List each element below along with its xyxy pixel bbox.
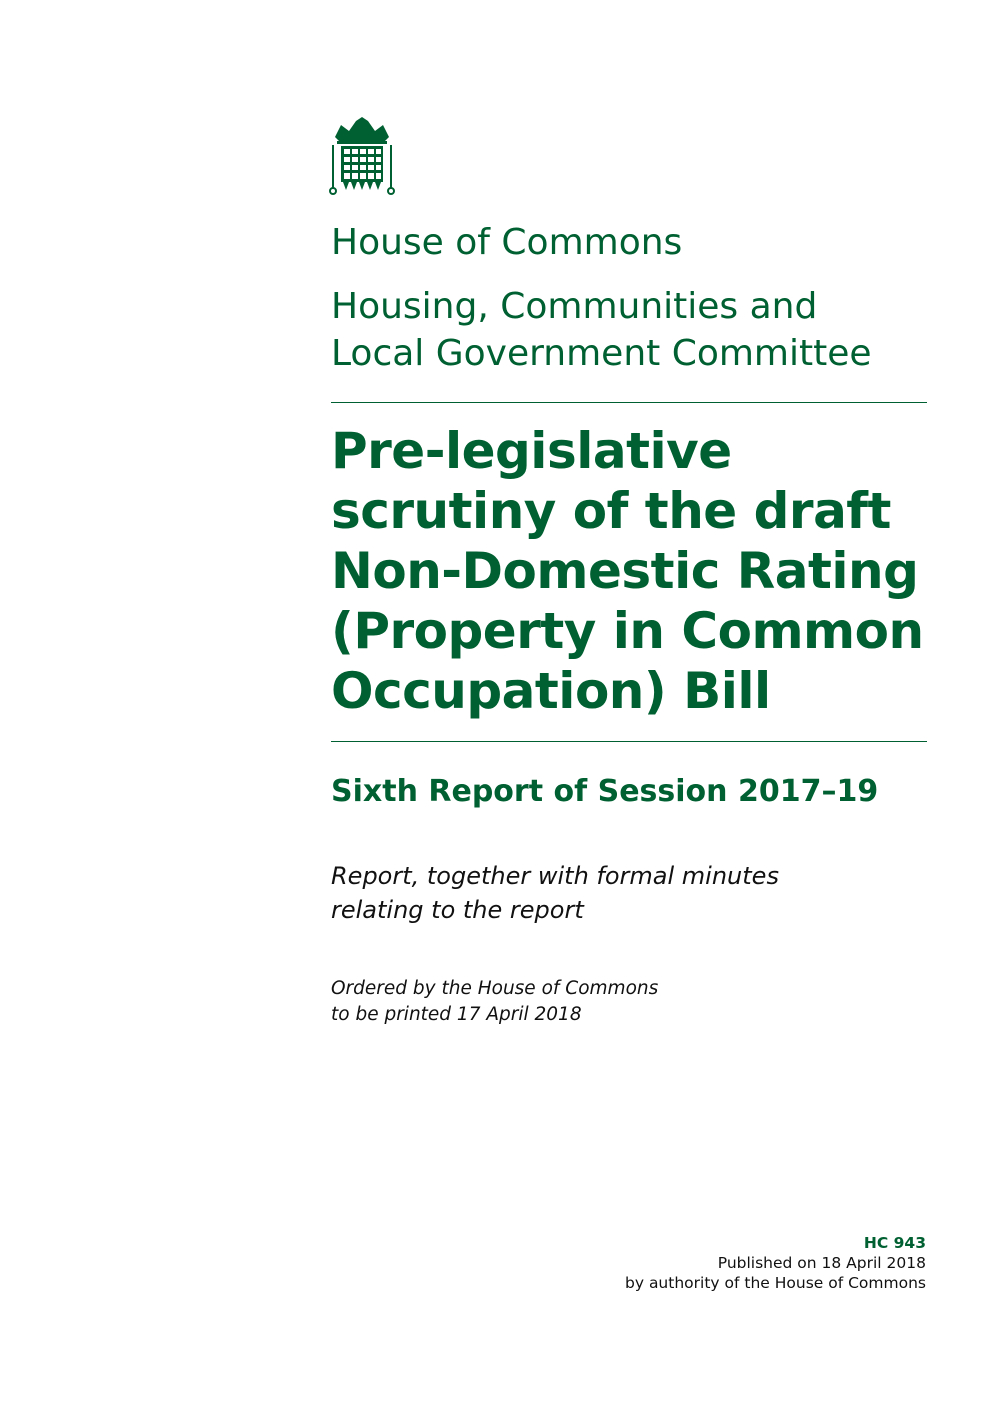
report-line: Report, together with formal minutes <box>331 862 779 890</box>
ordered-statement <box>331 976 658 1028</box>
published-date: Published on 18 April 2018 <box>717 1254 926 1272</box>
title-line: scrutiny of the draft <box>331 482 891 540</box>
portcullis-logo <box>329 117 395 195</box>
publication-info <box>625 1233 926 1293</box>
house-name: House of Commons <box>331 222 683 263</box>
divider <box>331 741 927 742</box>
committee-line: Local Government Committee <box>331 333 872 374</box>
ordered-line: Ordered by the House of Commons <box>331 978 659 999</box>
title-line: Non-Domestic Rating <box>331 542 919 600</box>
hc-number: HC 943 <box>863 1234 926 1252</box>
title-line: (Property in Common <box>331 602 924 660</box>
report-line: relating to the report <box>331 896 584 924</box>
report-title <box>331 421 924 721</box>
title-line: Occupation) Bill <box>331 662 771 720</box>
report-description <box>331 859 779 927</box>
ordered-line: to be printed 17 April 2018 <box>331 1004 582 1025</box>
session-subtitle: Sixth Report of Session 2017–19 <box>331 774 879 809</box>
committee-line: Housing, Communities and <box>331 286 818 327</box>
title-line: Pre-legislative <box>331 422 732 480</box>
divider <box>331 402 927 403</box>
authority-line: by authority of the House of Commons <box>625 1274 926 1292</box>
committee-name <box>331 283 872 377</box>
